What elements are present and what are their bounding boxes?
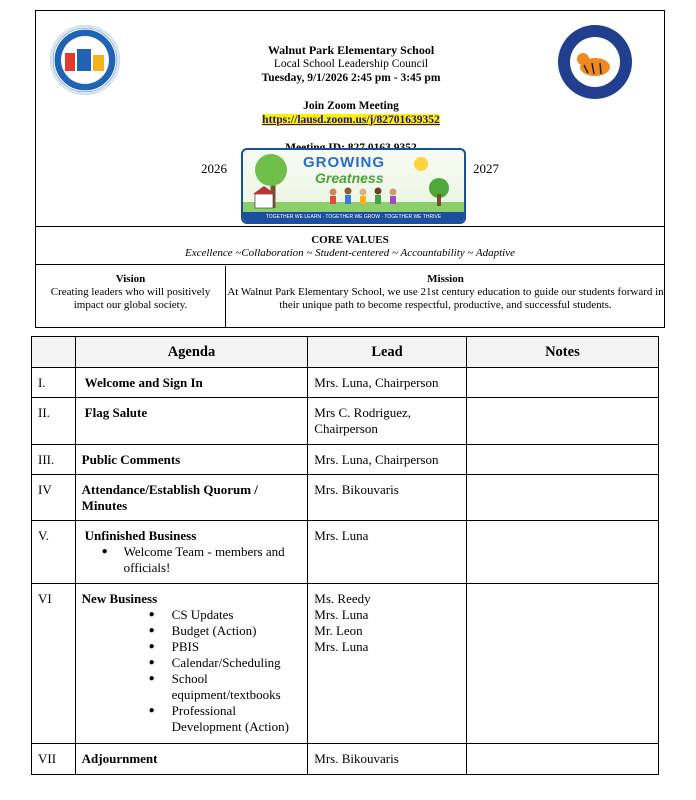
- mission-text: At Walnut Park Elementary School, we use 21st century education to guide our students forward in their unique path to become respectful, productive, and successful students.: [227, 286, 664, 311]
- list-item: ● Welcome Team - members and officials!: [82, 544, 302, 576]
- lausd-monogram-icon: [63, 45, 107, 75]
- lead-name: Mrs. Bikouvaris: [308, 744, 467, 775]
- list-item: ● School equipment/textbooks: [82, 671, 302, 703]
- notes-cell[interactable]: [466, 398, 658, 445]
- list-item: ● Budget (Action): [82, 623, 302, 639]
- table-row: [32, 744, 659, 775]
- notes-cell[interactable]: [466, 744, 658, 775]
- tiger-school-logo: [558, 25, 632, 99]
- council-name: Local School Leadership Council: [273, 58, 429, 70]
- notes-cell[interactable]: [466, 521, 658, 584]
- header-top: [36, 11, 664, 227]
- lausd-logo: [50, 25, 120, 95]
- zoom-link[interactable]: https://lausd.zoom.us/j/82701639352: [262, 114, 440, 126]
- header-box: [35, 10, 665, 328]
- list-item: ● PBIS: [82, 639, 302, 655]
- school-name: Walnut Park Elementary School: [267, 43, 435, 57]
- banner-title-greatness: Greatness: [315, 170, 384, 186]
- lead-name: Mrs. Luna: [314, 607, 369, 622]
- row-number: VII: [32, 744, 76, 775]
- agenda-item-title: Public Comments: [81, 452, 181, 467]
- agenda-table: [31, 336, 659, 775]
- table-header-row: [32, 337, 659, 368]
- list-item: ● Professional Development (Action): [82, 703, 302, 735]
- agenda-subitems: [82, 544, 302, 576]
- lead-list: [308, 584, 467, 744]
- lead-name: Ms. Reedy: [314, 591, 371, 606]
- header-notes: Notes: [466, 337, 658, 368]
- zoom-label: Join Zoom Meeting: [303, 100, 399, 112]
- vision-cell: [36, 266, 226, 327]
- banner-title-growing: GROWING: [303, 154, 385, 171]
- growing-greatness-banner: [241, 148, 466, 224]
- table-row: [32, 584, 659, 744]
- agenda-subitems: [82, 607, 302, 735]
- core-values-list: Excellence ~Collaboration ~ Student-centered ~ Accountability ~ Adaptive: [185, 247, 515, 259]
- row-number: VI: [32, 584, 76, 744]
- notes-cell[interactable]: [466, 584, 658, 744]
- core-values-title: CORE VALUES: [311, 234, 389, 246]
- notes-cell[interactable]: [466, 368, 658, 398]
- notes-cell[interactable]: [466, 475, 658, 521]
- agenda-item-title: Attendance/Establish Quorum / Minutes: [81, 482, 258, 513]
- mission-cell: [227, 266, 664, 327]
- lead-name: Mr. Leon: [314, 623, 363, 638]
- header-number: [32, 337, 76, 368]
- lead-name: Mrs. Luna: [308, 521, 467, 584]
- vision-text: Creating leaders who will positively impact our global society.: [50, 286, 211, 311]
- lead-name: Mrs. Luna: [314, 639, 369, 654]
- list-item: ● Calendar/Scheduling: [82, 655, 302, 671]
- header-agenda: Agenda: [75, 337, 308, 368]
- lead-name: Mrs. Bikouvaris: [308, 475, 467, 521]
- agenda-item-title: Unfinished Business: [84, 528, 197, 543]
- row-number: II.: [32, 398, 76, 445]
- table-row: [32, 521, 659, 584]
- tiger-icon: [570, 37, 620, 87]
- mission-title: Mission: [427, 273, 464, 285]
- agenda-item-title: Welcome and Sign In: [84, 375, 203, 390]
- vision-title: Vision: [115, 273, 146, 285]
- row-number: V.: [32, 521, 76, 584]
- row-number: IV: [32, 475, 76, 521]
- list-item: ● CS Updates: [82, 607, 302, 623]
- lead-name: Mrs. Luna, Chairperson: [308, 445, 467, 475]
- agenda-item-title: New Business: [81, 591, 158, 606]
- notes-cell[interactable]: [466, 445, 658, 475]
- year-end: 2027: [473, 161, 499, 176]
- lead-name: Mrs. Luna, Chairperson: [308, 368, 467, 398]
- header-lead: Lead: [308, 337, 467, 368]
- lead-name: Mrs C. Rodriguez, Chairperson: [308, 398, 467, 445]
- banner-strip: TOGETHER WE LEARN · TOGETHER WE GROW · TOGETHER WE THRIVE: [243, 212, 464, 222]
- core-values: [36, 227, 664, 265]
- table-row: [32, 398, 659, 445]
- table-row: [32, 368, 659, 398]
- agenda-item-title: Adjournment: [81, 751, 158, 766]
- table-row: [32, 445, 659, 475]
- row-number: III.: [32, 445, 76, 475]
- meeting-datetime: Tuesday, 9/1/2026 2:45 pm - 3:45 pm: [261, 72, 441, 84]
- table-row: [32, 475, 659, 521]
- agenda-item-title: Flag Salute: [84, 405, 148, 420]
- meeting-info: [186, 43, 516, 155]
- year-start: 2026: [201, 161, 227, 176]
- row-number: I.: [32, 368, 76, 398]
